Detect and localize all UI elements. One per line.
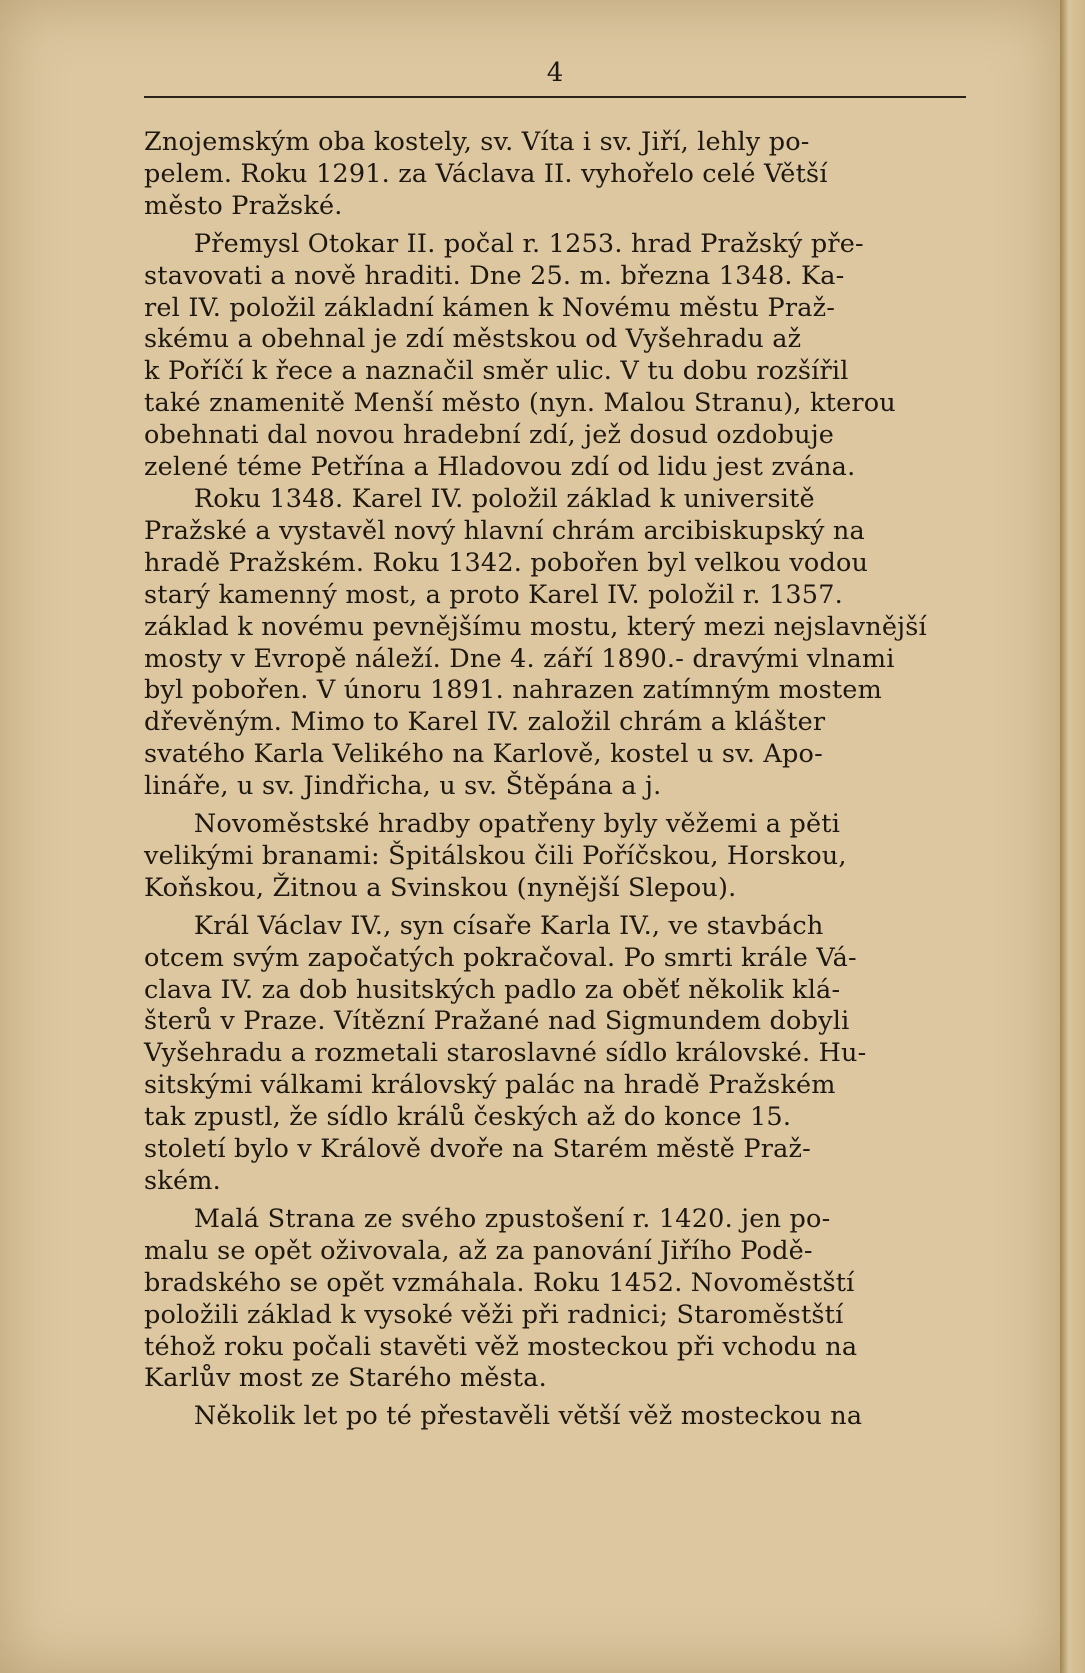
page-edge (1060, 0, 1085, 1673)
text-line: Karlův most ze Starého města. (144, 1363, 547, 1394)
text-line: velikými branami: Špitálskou čili Poříčskou, Horskou, (144, 840, 847, 871)
text-line: Koňskou, Žitnou a Svinskou (nynější Slepou). (144, 872, 737, 903)
text-line: sitskými válkami královský palác na hradě Pražském (144, 1070, 836, 1101)
text-line: Několik let po té přestavěli větší věž mosteckou na (144, 1401, 863, 1432)
body-text (144, 127, 966, 1439)
text-line: ském. (144, 1166, 221, 1196)
text-line: clava IV. za dob husitských padlo za oběť několik klá- (144, 974, 841, 1005)
text-line: bradského se opět vzmáhala. Roku 1452. Novoměstští (144, 1267, 855, 1298)
text-line: starý kamenný most, a proto Karel IV. položil r. 1357. (144, 579, 843, 610)
text-line: Novoměstské hradby opatřeny byly věžemi a pěti (144, 809, 841, 840)
text-line: položili základ k vysoké věži při radnici; Staroměstští (144, 1299, 844, 1330)
text-line: století bylo v Králově dvoře na Starém městě Praž- (144, 1134, 811, 1165)
text-line: svatého Karla Velikého na Karlově, kostel u sv. Apo- (144, 739, 823, 770)
text-line: dřevěným. Mimo to Karel IV. založil chrám a klášter (144, 707, 826, 738)
text-line: pelem. Roku 1291. za Václava II. vyhořelo celé Větší (144, 158, 828, 189)
paragraph (144, 127, 966, 223)
text-line: také znamenitě Menší město (nyn. Malou Stranu), kterou (144, 388, 896, 419)
text-line: téhož roku počali stavěti věž mosteckou při vchodu na (144, 1331, 858, 1362)
text-line: hradě Pražském. Roku 1342. pobořen byl velkou vodou (144, 547, 869, 578)
text-line: Pražské a vystavěl nový hlavní chrám arcibiskupský na (144, 515, 865, 546)
text-line: otcem svým započatých pokračoval. Po smrti krále Vá- (144, 942, 857, 973)
text-line: lináře, u sv. Jindřicha, u sv. Štěpána a j. (144, 771, 662, 802)
text-line: město Pražské. (144, 190, 343, 221)
text-line: šterů v Praze. Vítězní Pražané nad Sigmundem dobyli (144, 1006, 850, 1037)
text-line: k Poříčí k řece a naznačil směr ulic. V tu dobu rozšířil (144, 356, 849, 387)
text-line: mosty v Evropě náleží. Dne 4. září 1890.- dravými vlnami (144, 643, 895, 674)
header-rule (144, 96, 966, 98)
text-line: Roku 1348. Karel IV. položil základ k universitě (144, 483, 815, 514)
paragraph (144, 911, 966, 1198)
text-line: Přemysl Otokar II. počal r. 1253. hrad Pražský pře- (144, 228, 864, 259)
text-line: stavovati a nově hraditi. Dne 25. m. března 1348. Ka- (144, 260, 845, 291)
paragraph (144, 1401, 966, 1433)
text-line: Vyšehradu a rozmetali staroslavné sídlo královské. Hu- (144, 1038, 867, 1069)
text-line: zelené téme Petřína a Hladovou zdí od lidu jest zvána. (144, 452, 856, 483)
paragraph (144, 229, 966, 803)
text-line: obehnati dal novou hradební zdí, jež dosud ozdobuje (144, 420, 835, 451)
text-line: rel IV. položil základní kámen k Novému městu Praž- (144, 292, 836, 323)
text-line: skému a obehnal je zdí městskou od Vyšehradu až (144, 324, 802, 355)
page-number: 4 (546, 58, 564, 88)
text-line: základ k novému pevnějšímu mostu, který mezi nejslavnější (144, 611, 927, 642)
text-line: tak zpustl, že sídlo králů českých až do konce 15. (144, 1102, 792, 1133)
paragraph (144, 1204, 966, 1395)
text-line: malu se opět oživovala, až za panování Jiřího Podě- (144, 1235, 813, 1266)
paragraph (144, 809, 966, 905)
text-line: Malá Strana ze svého zpustošení r. 1420. jen po- (144, 1203, 831, 1234)
text-line: Král Václav IV., syn císaře Karla IV., ve stavbách (144, 910, 824, 941)
text-line: Znojemským oba kostely, sv. Víta i sv. Jiří, lehly po- (144, 127, 810, 157)
text-line: byl pobořen. V únoru 1891. nahrazen zatímným mostem (144, 675, 882, 706)
